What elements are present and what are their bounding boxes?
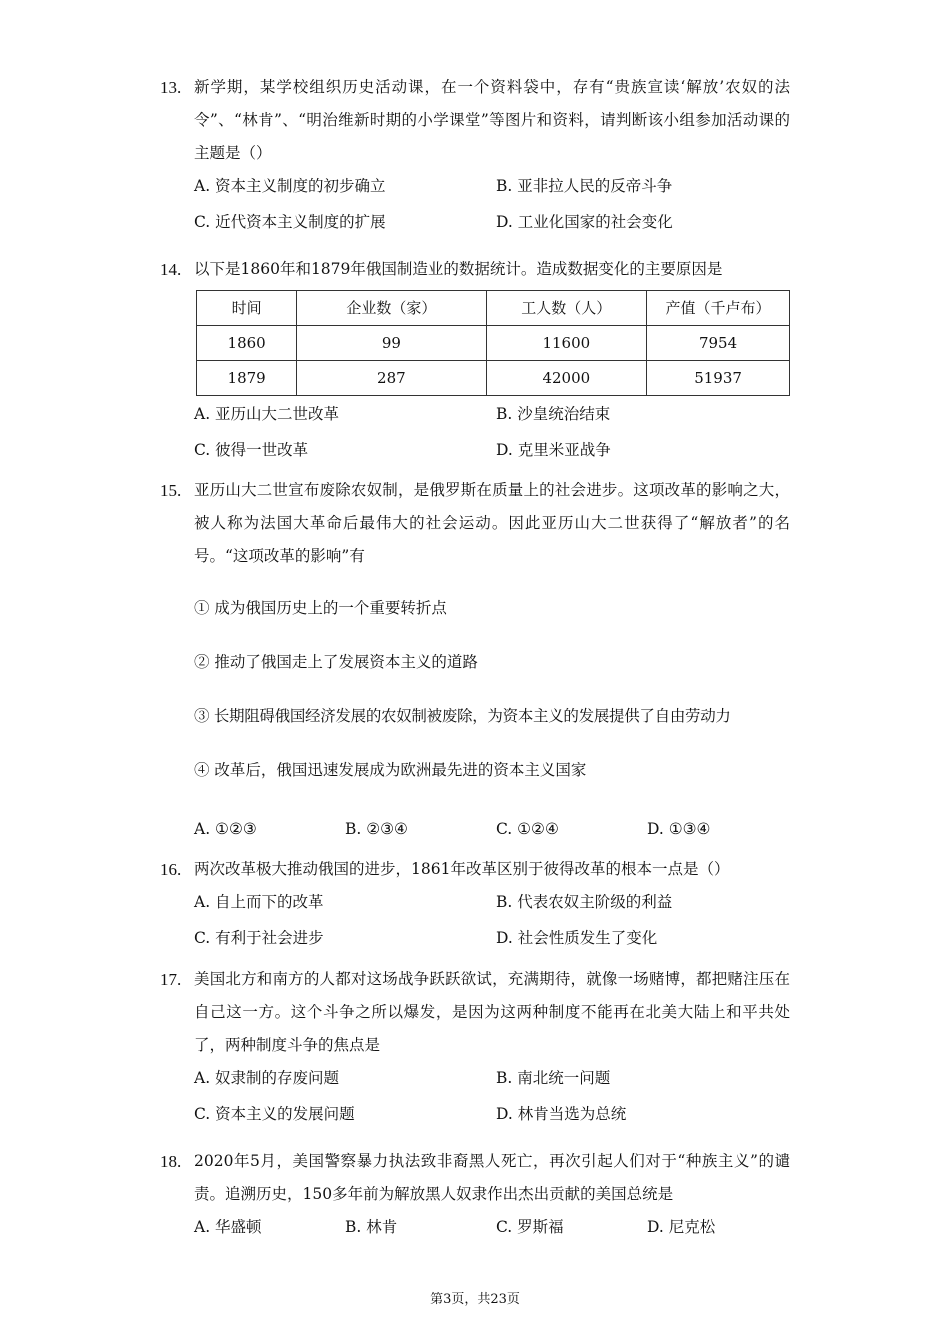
option-c[interactable]: C. 彼得一世改革 — [194, 441, 309, 459]
option-c[interactable]: C. ①②④ — [496, 820, 559, 838]
table-cell: 42000 — [486, 361, 647, 396]
option-a[interactable]: A. 自上而下的改革 — [194, 893, 324, 911]
page-footer: 第3页，共23页 — [430, 1292, 520, 1307]
options-row — [194, 434, 790, 470]
options-row — [194, 206, 790, 242]
question-16 — [160, 853, 790, 958]
option-b[interactable]: B. 林肯 — [345, 1218, 398, 1236]
options-row — [194, 1211, 790, 1247]
option-c[interactable]: C. 近代资本主义制度的扩展 — [194, 213, 386, 231]
question-18 — [160, 1145, 790, 1247]
option-d[interactable]: D. 林肯当选为总统 — [496, 1105, 627, 1123]
table-header-cell: 时间 — [197, 291, 297, 326]
question-number: 16. — [160, 860, 182, 879]
statement-2: ② 推动了俄国走上了发展资本主义的道路 — [194, 653, 478, 671]
statement-4: ④ 改革后，俄国迅速发展成为欧洲最先进的资本主义国家 — [194, 761, 587, 779]
question-text: 美国北方和南方的人都对这场战争跃跃欲试，充满期待，就像一场赌博，都把赌注压在自己这一方。这个斗争之所以爆发，是因为这两种制度不能再在北美大陆上和平共处了，两种制度斗争的焦点是 — [194, 970, 790, 1054]
options-row — [194, 170, 790, 206]
option-c[interactable]: C. 有利于社会进步 — [194, 929, 324, 947]
option-a[interactable]: A. ①②③ — [194, 820, 257, 838]
option-a[interactable]: A. 奴隶制的存废问题 — [194, 1069, 340, 1087]
table-header-cell: 产值（千卢布） — [647, 291, 790, 326]
options-row — [194, 886, 790, 922]
question-number: 14. — [160, 260, 182, 279]
question-text: 2020年5月，美国警察暴力执法致非裔黑人死亡，再次引起人们对于“种族主义”的谴责。追溯历史，150多年前为解放黑人奴隶作出杰出贡献的美国总统是 — [194, 1152, 790, 1203]
question-number: 13. — [160, 78, 182, 97]
option-b[interactable]: B. 南北统一问题 — [496, 1069, 611, 1087]
option-d[interactable]: D. ①③④ — [647, 820, 711, 838]
options-row — [194, 922, 790, 958]
table-cell: 11600 — [486, 326, 647, 361]
table-cell: 99 — [297, 326, 486, 361]
question-number: 15. — [160, 481, 182, 500]
options-row — [194, 813, 790, 849]
option-b[interactable]: B. 代表农奴主阶级的利益 — [496, 893, 673, 911]
table-header-cell: 企业数（家） — [297, 291, 486, 326]
question-14 — [160, 253, 790, 470]
table-row — [197, 361, 790, 396]
option-b[interactable]: B. 亚非拉人民的反帝斗争 — [496, 177, 673, 195]
option-c[interactable]: C. 资本主义的发展问题 — [194, 1105, 355, 1123]
table-cell: 287 — [297, 361, 486, 396]
question-text: 亚历山大二世宣布废除农奴制，是俄罗斯在质量上的社会进步。这项改革的影响之大，被人称为法国大革命后最伟大的社会运动。因此亚历山大二世获得了“解放者”的名号。“这项改革的影响”有 — [194, 481, 790, 565]
question-17 — [160, 963, 790, 1134]
table-cell: 1879 — [197, 361, 297, 396]
option-a[interactable]: A. 亚历山大二世改革 — [194, 405, 340, 423]
statement-1: ① 成为俄国历史上的一个重要转折点 — [194, 599, 447, 617]
question-13 — [160, 71, 790, 242]
question-text: 以下是1860年和1879年俄国制造业的数据统计。造成数据变化的主要原因是 — [194, 260, 723, 278]
table-row — [197, 326, 790, 361]
option-a[interactable]: A. 资本主义制度的初步确立 — [194, 177, 386, 195]
option-a[interactable]: A. 华盛顿 — [194, 1218, 262, 1236]
option-b[interactable]: B. 沙皇统治结束 — [496, 405, 611, 423]
option-d[interactable]: D. 工业化国家的社会变化 — [496, 213, 673, 231]
option-d[interactable]: D. 克里米亚战争 — [496, 441, 611, 459]
table-header-cell: 工人数（人） — [486, 291, 647, 326]
table-cell: 7954 — [647, 326, 790, 361]
question-number: 18. — [160, 1152, 182, 1171]
table-cell: 1860 — [197, 326, 297, 361]
table-header-row — [197, 291, 790, 326]
question-text: 新学期，某学校组织历史活动课，在一个资料袋中，存有“贵族宣读‘解放’农奴的法令”、“林肯”、“明治维新时期的小学课堂”等图片和资料，请判断该小组参加活动课的主题是（） — [194, 78, 790, 162]
question-number: 17. — [160, 970, 182, 989]
table-cell: 51937 — [647, 361, 790, 396]
option-d[interactable]: D. 尼克松 — [647, 1218, 716, 1236]
data-table — [196, 290, 790, 396]
options-row — [194, 1098, 790, 1134]
option-c[interactable]: C. 罗斯福 — [496, 1218, 564, 1236]
option-d[interactable]: D. 社会性质发生了变化 — [496, 929, 658, 947]
option-b[interactable]: B. ②③④ — [345, 820, 408, 838]
statement-3: ③ 长期阻碍俄国经济发展的农奴制被废除，为资本主义的发展提供了自由劳动力 — [194, 707, 731, 725]
options-row — [194, 398, 790, 434]
options-row — [194, 1062, 790, 1098]
question-text: 两次改革极大推动俄国的进步，1861年改革区别于彼得改革的根本一点是（） — [194, 860, 730, 878]
question-15 — [160, 474, 790, 849]
